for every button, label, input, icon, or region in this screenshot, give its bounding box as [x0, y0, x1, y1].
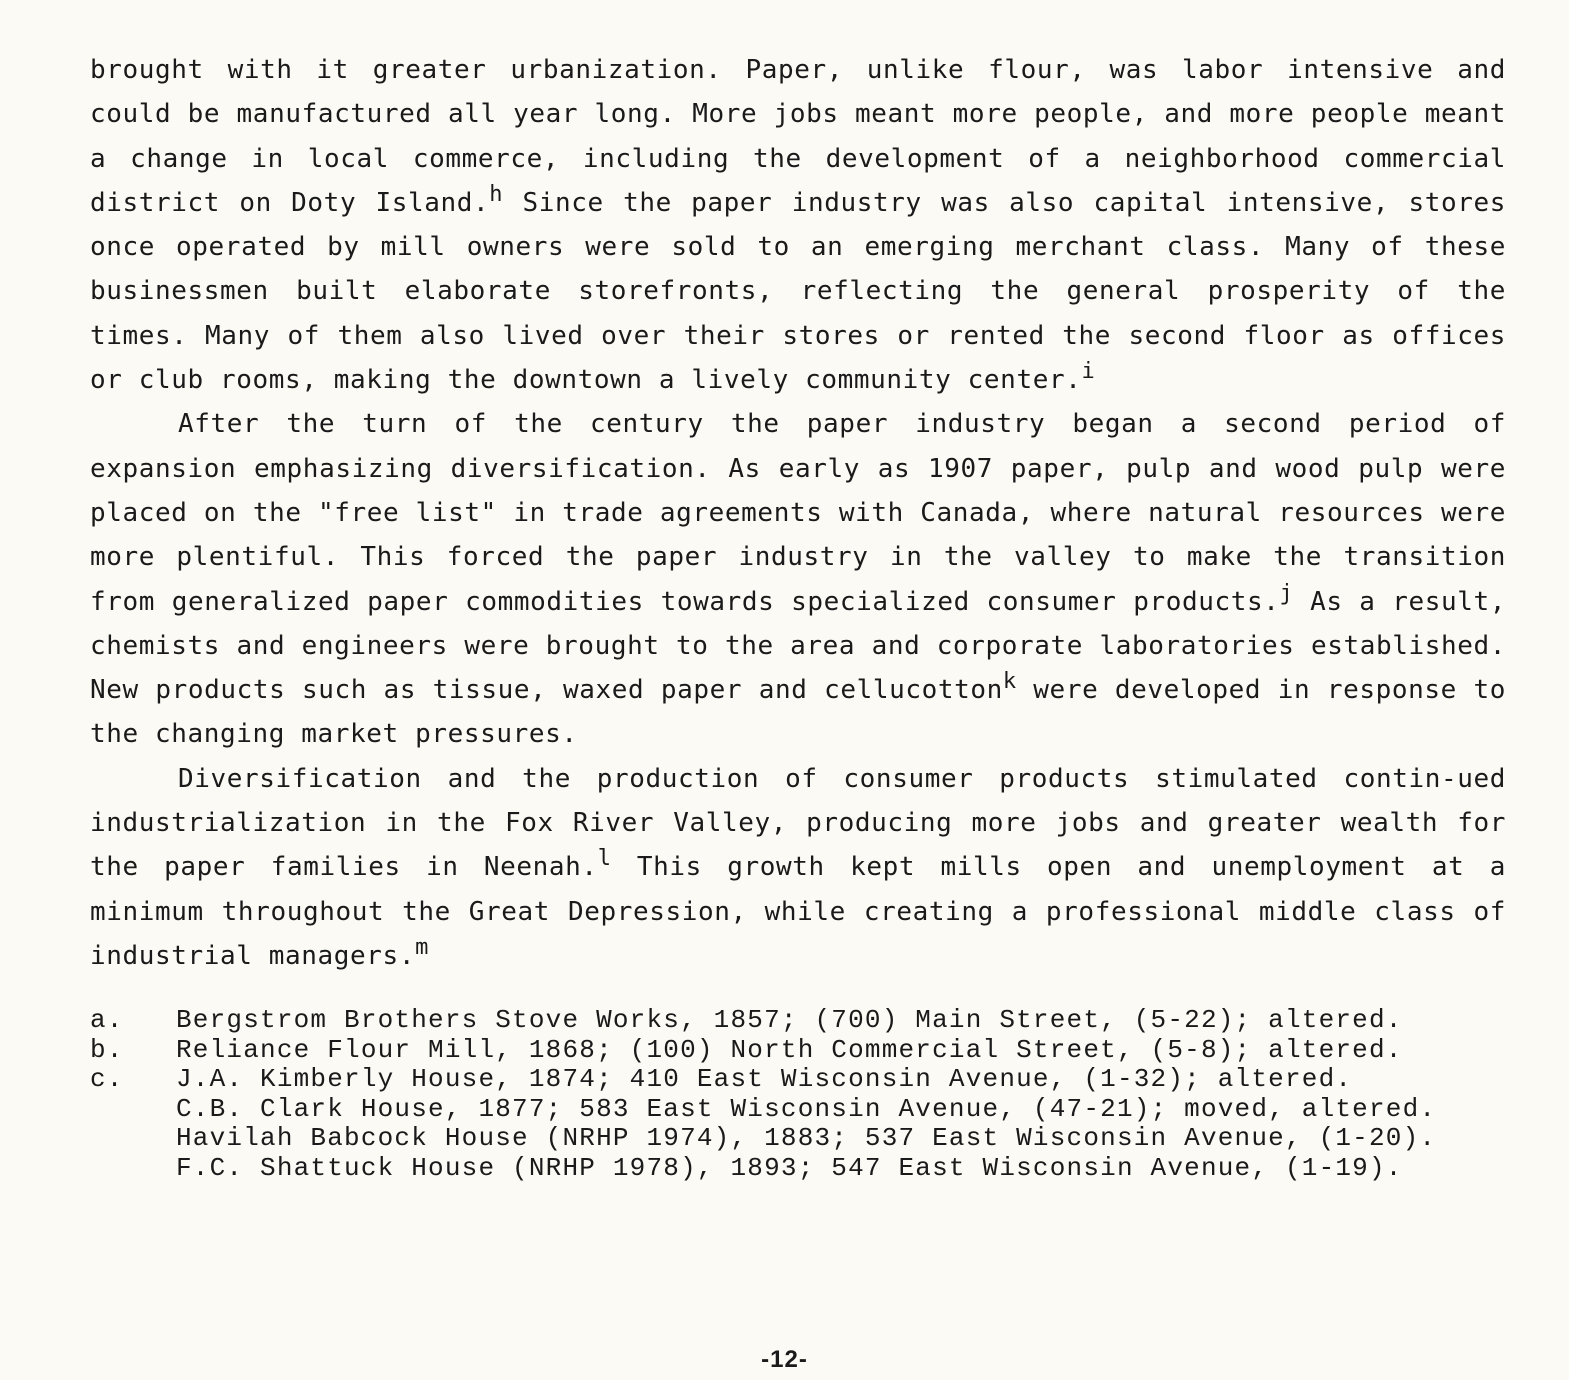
footnote-ref: h [489, 181, 504, 207]
note-lines [176, 1036, 1403, 1066]
note-label: b. [90, 1034, 124, 1065]
note-label: a. [90, 1005, 124, 1036]
note-item [90, 1036, 1506, 1066]
footnote-ref: k [1002, 669, 1017, 695]
note-item [90, 1065, 1506, 1183]
note-line: F.C. Shattuck House (NRHP 1978), 1893; 547 East Wisconsin Avenue, (1-19). [176, 1152, 1403, 1183]
note-label: c. [90, 1064, 124, 1095]
paragraph-text: After the turn of the century the paper industry began a second period of expansion emphasizing diversification. As early as 1907 paper, pulp and wood pulp were placed on the "free list" in trade agreements with Canada, where natural resources were more plentiful. This forced the paper industry in the valley to make the transition from generalized paper commodities towards specialized consumer products. [90, 409, 1506, 617]
paragraph-text: This growth kept mills open and unemployment at a minimum throughout the Great Depression, while creating a professional middle class of industrial managers. [90, 852, 1506, 971]
footnote-ref: i [1081, 359, 1096, 385]
paragraph-text: brought with it greater urbanization. Paper, unlike flour, was labor intensive and could be manufactured all year long. More jobs meant more people, and more people meant a change in local commerce, including the development of a neighborhood commercial district on Doty Island. [90, 55, 1506, 218]
note-line: Reliance Flour Mill, 1868; (100) North Commercial Street, (5-8); altered. [176, 1034, 1403, 1065]
paragraph [90, 402, 1506, 756]
page-content [90, 48, 1506, 1183]
note-line: Bergstrom Brothers Stove Works, 1857; (700) Main Street, (5-22); altered. [176, 1005, 1403, 1036]
footnote-ref: j [1279, 580, 1294, 606]
footnote-ref: m [415, 934, 429, 960]
notes-list [90, 1006, 1506, 1183]
note-line: Havilah Babcock House (NRHP 1974), 1883; 537 East Wisconsin Avenue, (1-20). [176, 1123, 1437, 1154]
note-line: J.A. Kimberly House, 1874; 410 East Wisconsin Avenue, (1-32); altered. [176, 1064, 1353, 1095]
note-line: C.B. Clark House, 1877; 583 East Wisconsin Avenue, (47-21); moved, altered. [176, 1093, 1437, 1124]
paragraph-text: Diversification and the production of consumer products stimulated contin-ued industrialization in the Fox River Valley, producing more jobs and greater wealth for the paper families in Neenah. [90, 763, 1506, 883]
footnote-ref: l [597, 846, 612, 872]
paragraph-text: were developed in response to the changing market pressures. [90, 675, 1506, 750]
note-lines [176, 1006, 1403, 1036]
paragraph-text: Since the paper industry was also capital intensive, stores once operated by mill owners were sold to an emerging merchant class. Many of these businessmen built elaborate storefronts, reflecting the general prosperity of the times. Many of them also lived over their stores or rented the second floor as offices or club rooms, making the downtown a lively community center. [90, 187, 1506, 396]
note-lines [176, 1065, 1436, 1183]
note-item [90, 1006, 1506, 1036]
paragraph [90, 48, 1506, 402]
paragraph [90, 757, 1506, 978]
page-number: -12- [761, 1346, 808, 1373]
paragraph-text: As a result, chemists and engineers were brought to the area and corporate laboratories established. New products such as tissue, waxed paper and cellucotton [90, 586, 1507, 706]
